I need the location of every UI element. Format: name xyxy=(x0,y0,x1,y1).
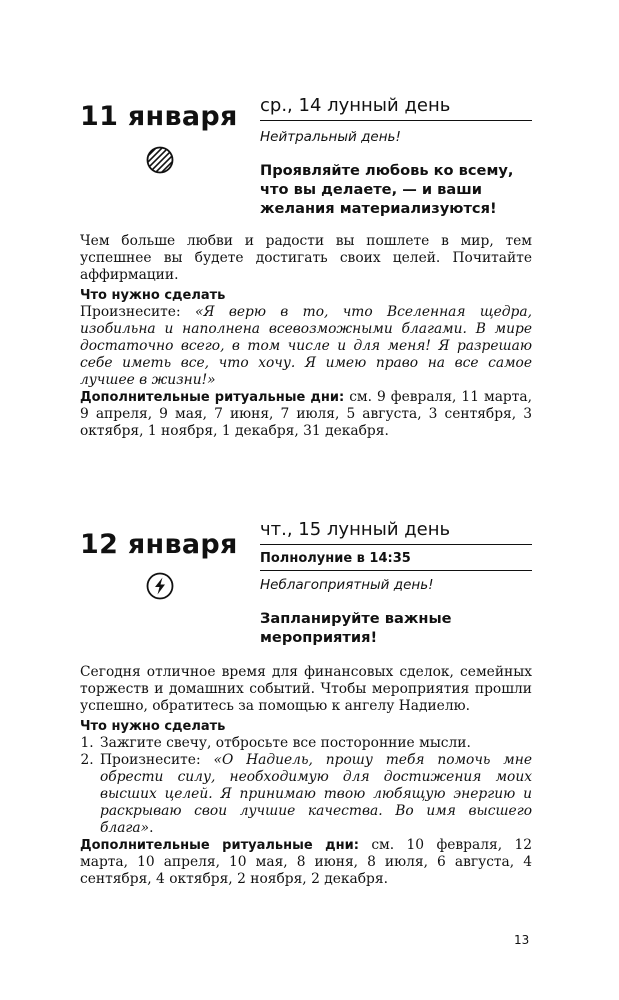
date-title: 12 января xyxy=(80,529,238,560)
weekday-lunar-day: чт., 15 лунный день xyxy=(260,519,532,545)
day-type: Нейтральный день! xyxy=(260,129,401,145)
affirmation: Произнесите: «Я верю в то, что Вселенная щедра, изобильна и наполнена всевозможными благами. В мире достаточно всего, в том числе и для меня! Я разрешаю себе иметь все, что хочу. Я имею право на все самое лучшее в жизни!» xyxy=(80,304,532,388)
day-motto: Проявляйте любовь ко всему, что вы делаете, — и ваши желания материализуются! xyxy=(260,162,514,217)
extra-ritual-days: Дополнительные ритуальные дни: см. 10 февраля, 12 марта, 10 апреля, 10 мая, 8 июня, 8 июля, 6 августа, 4 сентября, 4 октября, 2 ноября, 2 декабря. xyxy=(80,837,532,887)
todo-heading: Что нужно сделать xyxy=(80,288,226,303)
step-item: 2. Произнесите: «О Надиель, прошу тебя помочь мне обрести силу, необходимую для достижения моих высших целей. Я принимаю твою любящую энергию и раскрываю свои лучшие качества. Во имя высшего блага». xyxy=(98,752,532,837)
steps-list xyxy=(80,735,532,837)
entry-jan-11-body xyxy=(80,233,532,440)
full-moon-time: Полнолуние в 14:35 xyxy=(260,551,411,566)
weekday-lunar-day: ср., 14 лунный день xyxy=(260,95,532,121)
todo-heading: Что нужно сделать xyxy=(80,719,226,734)
lightning-icon xyxy=(145,571,175,601)
page-number: 13 xyxy=(514,933,530,947)
day-motto: Запланируйте важные мероприятия! xyxy=(260,610,452,646)
extra-ritual-days: Дополнительные ритуальные дни: см. 9 февраля, 11 марта, 9 апреля, 9 мая, 7 июня, 7 июля, 5 августа, 3 сентября, 3 октября, 1 ноября, 1 декабря, 31 декабря. xyxy=(80,389,532,439)
intro-text: Сегодня отличное время для финансовых сделок, семейных торжеств и домашних событий. Чтобы мероприятия прошли успешно, обратитесь за помощью к ангелу Надиелю. xyxy=(80,664,532,714)
neutral-day-icon xyxy=(145,145,175,175)
day-info xyxy=(260,519,532,647)
entry-jan-12-body xyxy=(80,664,532,888)
step-item: 1. Зажгите свечу, отбросьте все посторонние мысли. xyxy=(98,735,532,752)
date-title: 11 января xyxy=(80,101,238,132)
day-type: Неблагоприятный день! xyxy=(260,570,532,597)
day-info xyxy=(260,95,532,218)
intro-text: Чем больше любви и радости вы пошлете в мир, тем успешнее вы будете достигать своих целей. Почитайте аффирмации. xyxy=(80,233,532,283)
